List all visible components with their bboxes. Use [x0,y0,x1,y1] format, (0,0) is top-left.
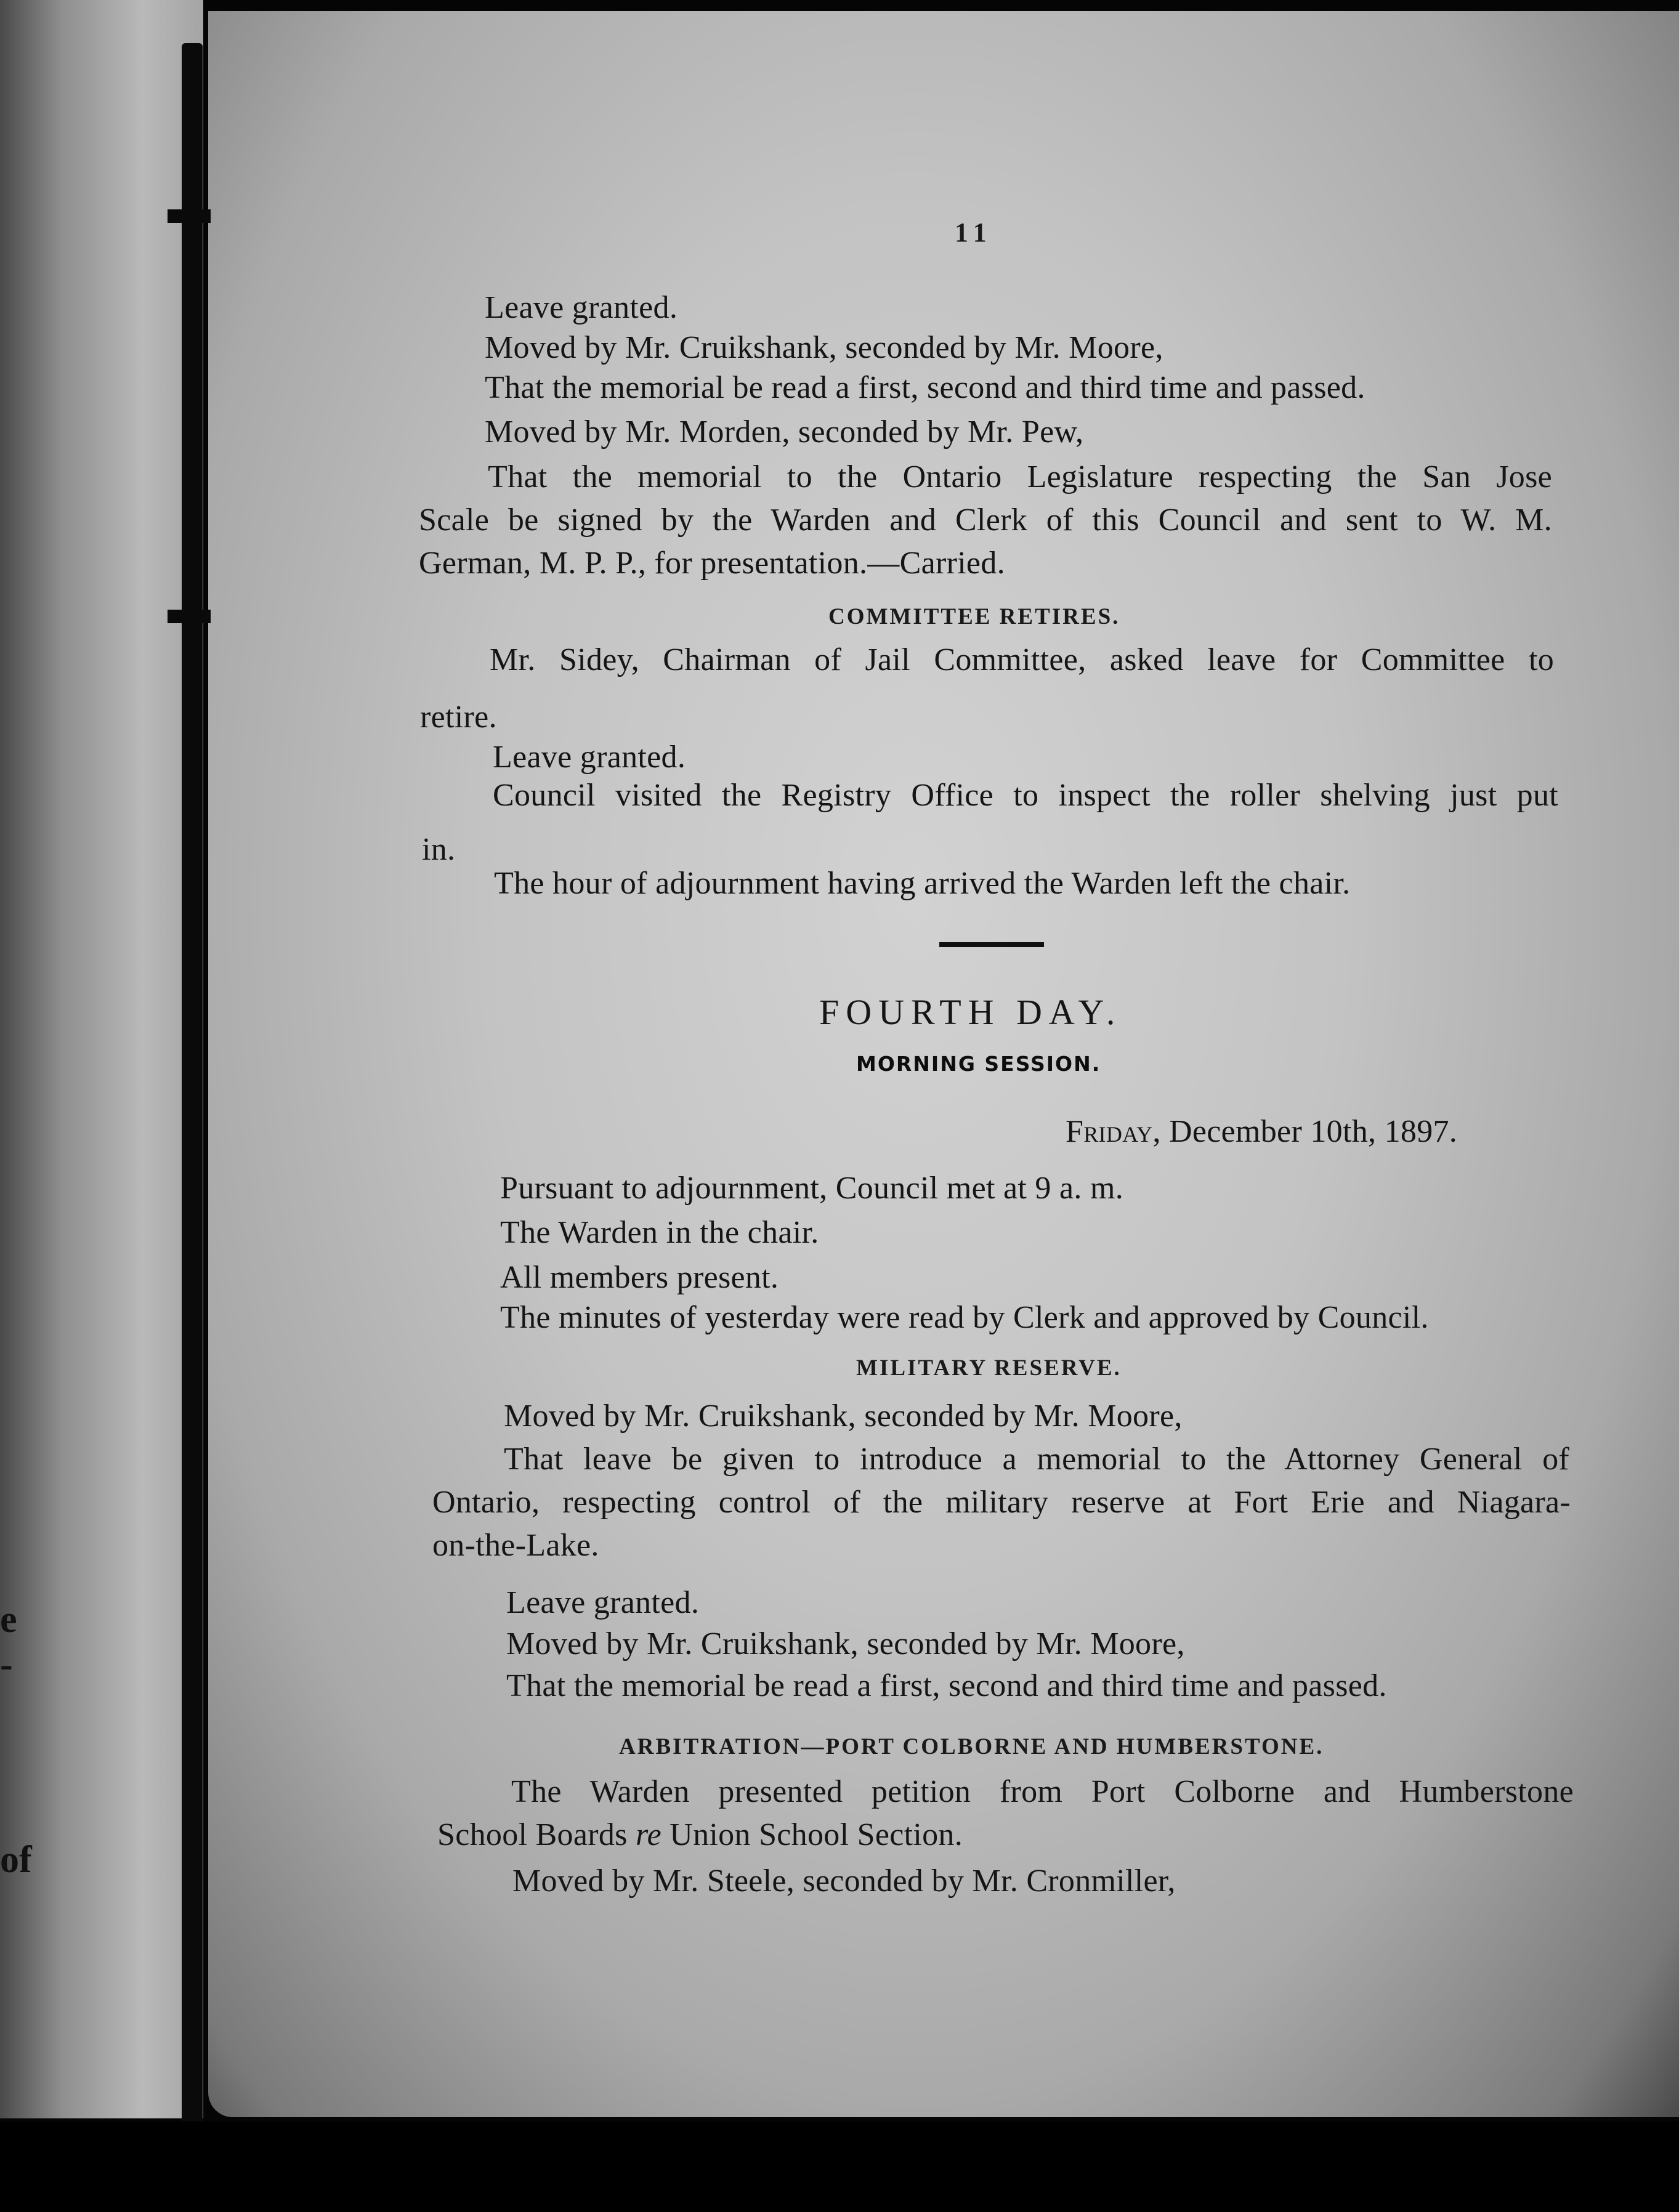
paragraph-line: Leave granted. [506,1585,700,1620]
paragraph-line: That the memorial be read a first, second and third time and passed. [506,1668,1387,1703]
text-run: Union School Section. [661,1817,963,1852]
left-page-fragment: of [0,1839,32,1881]
date-line [1066,1113,1457,1150]
paragraph-line: on-the-Lake. [432,1528,599,1563]
paragraph-line: The Warden in the chair. [500,1215,819,1250]
paragraph-line: Scale be signed by the Warden and Clerk of this Council and sent to W. M. [419,503,1552,538]
paragraph-line: Moved by Mr. Cruikshank, seconded by Mr. Moore, [506,1626,1185,1661]
paragraph-line: That the memorial be read a first, second and third time and passed. [485,370,1365,405]
book-spine [182,43,203,2137]
session-title: MORNING SESSION. [856,1052,1101,1076]
left-page-fragment: - [0,1644,13,1685]
left-page-fragment: e [0,1599,17,1641]
left-page-edge [0,0,203,2118]
paragraph-line: in. [422,832,456,867]
paragraph-line: Mr. Sidey, Chairman of Jail Committee, asked leave for Committee to [490,642,1554,677]
spine-notch [168,610,211,623]
text-run: School Boards [437,1817,636,1852]
paragraph-line: Pursuant to adjournment, Council met at 9 a. m. [500,1171,1124,1206]
paragraph-line: Leave granted. [493,740,686,775]
section-heading: COMMITTEE RETIRES. [828,604,1120,629]
paragraph-line [437,1817,963,1853]
scan-border [0,2121,1679,2212]
paragraph-line: That the memorial to the Ontario Legislature respecting the San Jose [488,459,1552,494]
day-title: FOURTH DAY. [819,992,1122,1032]
paragraph-line: German, M. P. P., for presentation.—Carried. [419,546,1005,581]
section-heading: ARBITRATION—PORT COLBORNE AND HUMBERSTONE. [619,1734,1324,1759]
section-heading: MILITARY RESERVE. [856,1355,1122,1381]
paragraph-line: Moved by Mr. Morden, seconded by Mr. Pew, [485,414,1084,450]
page-number: 11 [955,217,993,248]
paragraph-line: retire. [420,700,497,735]
paragraph-line: Moved by Mr. Steele, seconded by Mr. Cronmiller, [512,1863,1176,1899]
paragraph-line: The Warden presented petition from Port Colborne and Humberstone [511,1774,1574,1809]
paragraph-line: That leave be given to introduce a memorial to the Attorney General of [504,1442,1569,1477]
section-divider [939,942,1044,947]
date-day: Friday [1066,1114,1153,1149]
paragraph-line: Council visited the Registry Office to inspect the roller shelving just put [493,778,1558,813]
paragraph-line: Moved by Mr. Cruikshank, seconded by Mr. Moore, [504,1399,1183,1434]
paragraph-line: The hour of adjournment having arrived the Warden left the chair. [494,866,1351,901]
italic-re: re [635,1817,661,1852]
spine-notch [168,209,211,223]
paragraph-line: The minutes of yesterday were read by Clerk and approved by Council. [500,1300,1429,1335]
paragraph-line: Moved by Mr. Cruikshank, seconded by Mr. Moore, [485,330,1163,365]
paragraph-line: All members present. [500,1260,779,1295]
paragraph-line: Ontario, respecting control of the military reserve at Fort Erie and Niagara- [432,1485,1571,1520]
date-rest: , December 10th, 1897. [1152,1114,1458,1149]
paragraph-line: Leave granted. [485,290,678,325]
